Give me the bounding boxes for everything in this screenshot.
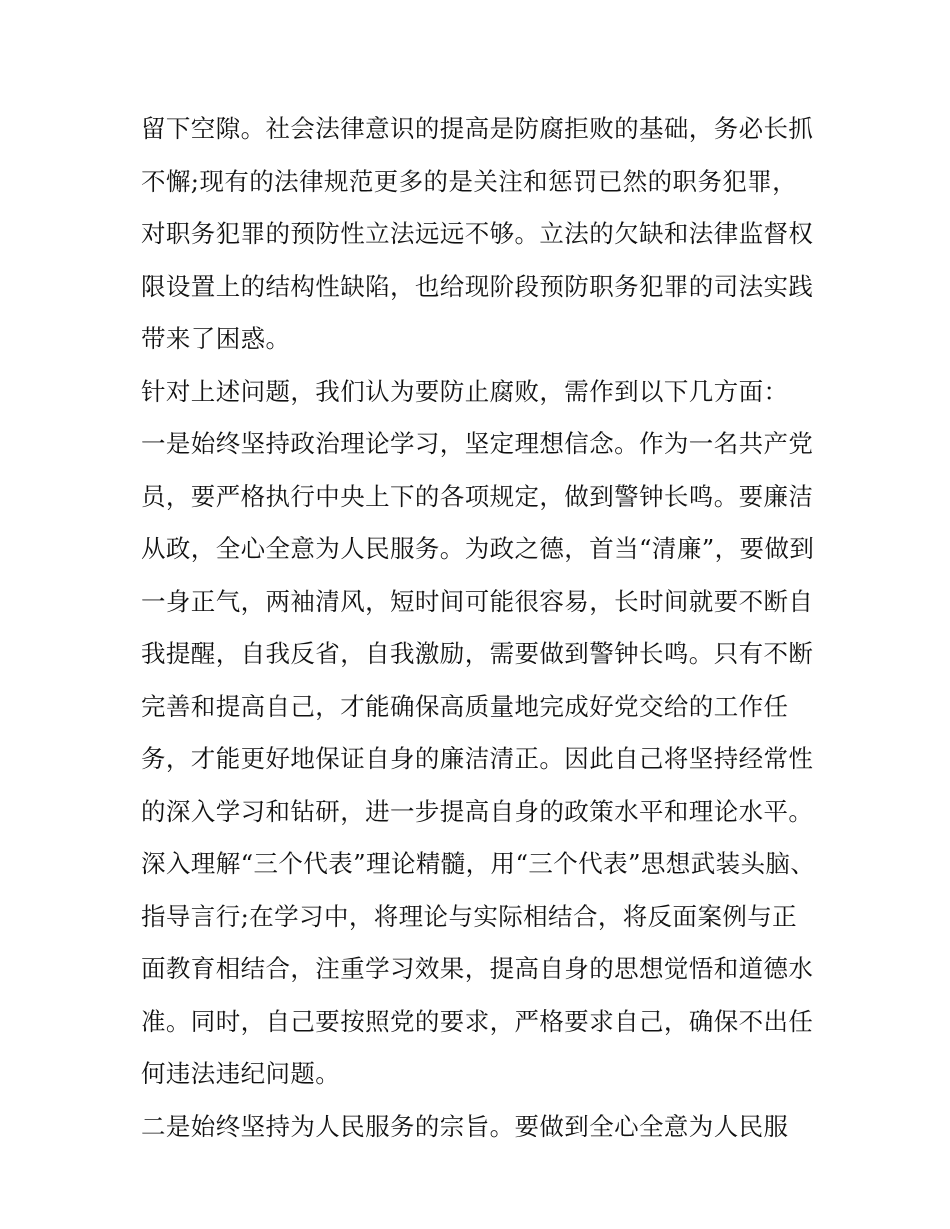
text-line: 务，才能更好地保证自身的廉洁清正。因此自己将坚持经常性: [141, 744, 814, 773]
text-line: 一身正气，两袖清风，短时间可能很容易，长时间就要不断自: [141, 586, 814, 616]
text-line: 的深入学习和钻研，进一步提高自身的政策水平和理论水平。: [141, 796, 814, 826]
text-line: 指导言行;在学习中，将理论与实际相结合，将反面案例与正: [141, 901, 798, 931]
text-line: 面教育相结合，注重学习效果，提高自身的思想觉悟和道德水: [141, 954, 814, 983]
body-text: [141, 103, 821, 1153]
text-line: 带来了困惑。: [141, 324, 291, 353]
text-line: 员，要严格执行中央上下的各项规定，做到警钟长鸣。要廉洁: [141, 481, 814, 511]
text-line: 我提醒，自我反省，自我激励，需要做到警钟长鸣。只有不断: [141, 639, 814, 668]
text-line: 完善和提高自己，才能确保高质量地完成好党交给的工作任: [141, 691, 789, 721]
text-line: 何违法违纪问题。: [141, 1059, 341, 1088]
text-line: 针对上述问题，我们认为要防止腐败，需作到以下几方面：: [141, 376, 789, 406]
text-line: 对职务犯罪的预防性立法远远不够。立法的欠缺和法律监督权: [141, 219, 814, 248]
text-line: 深入理解“三个代表”理论精髓，用“三个代表”思想武装头脑、: [141, 849, 816, 878]
text-line: 准。同时，自己要按照党的要求，严格要求自己，确保不出任: [141, 1006, 814, 1036]
text-line: 从政，全心全意为人民服务。为政之德，首当“清廉”，要做到: [141, 534, 815, 563]
text-line: 一是始终坚持政治理论学习，坚定理想信念。作为一名共产党: [141, 429, 814, 458]
text-line: 限设置上的结构性缺陷，也给现阶段预防职务犯罪的司法实践: [141, 271, 814, 301]
text-line: 二是始终坚持为人民服务的宗旨。要做到全心全意为人民服: [141, 1111, 789, 1141]
text-line: 留下空隙。社会法律意识的提高是防腐拒败的基础，务必长抓: [141, 114, 814, 143]
text-line: 不懈;现有的法律规范更多的是关注和惩罚已然的职务犯罪，: [141, 166, 798, 196]
